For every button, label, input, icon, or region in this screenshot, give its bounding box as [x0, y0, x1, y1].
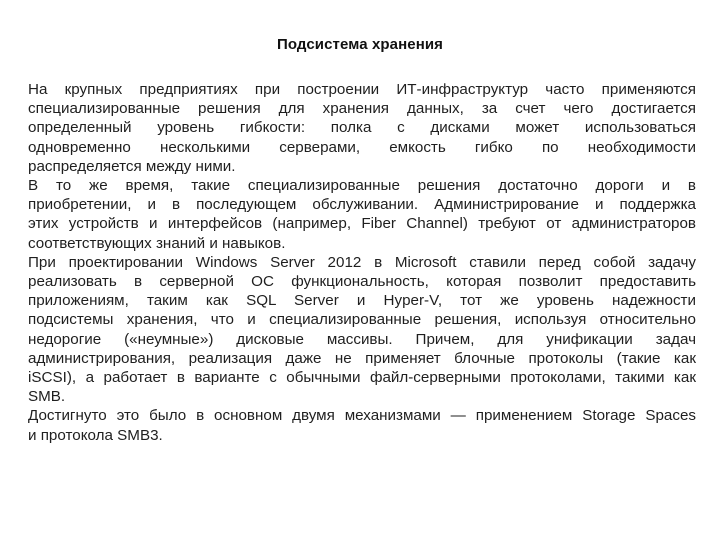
text-line: приложениям, таким как SQL Server и Hyper-V, тот же уровень надежности	[28, 292, 696, 310]
text-line: одновременно несколькими серверами, емкость гибко по необходимости	[28, 138, 696, 156]
text-line: Достигнуто это было в основном двумя механизмами — применением Storage Spaces	[28, 407, 696, 425]
text-line: соответствующих знаний и навыков.	[28, 234, 286, 252]
text-line: реализовать в серверной ОС функциональность, которая позволит предоставить	[28, 273, 696, 291]
paragraph-1	[28, 80, 696, 176]
paragraph-4	[28, 406, 696, 444]
text-line: и протокола SMB3.	[28, 426, 163, 444]
text-line: приобретении, и в последующем обслуживании. Администрирование и поддержка	[28, 196, 696, 214]
text-line: SMB.	[28, 388, 66, 406]
page-title: Подсистема хранения	[276, 36, 444, 53]
body-text	[28, 80, 696, 445]
text-line: В то же время, такие специализированные решения достаточно дороги и в	[28, 177, 696, 195]
text-line: iSCSI), а работает в варианте с обычными файл-серверными протоколами, такими как	[28, 369, 696, 387]
text-line: При проектировании Windows Server 2012 в Microsoft ставили перед собой задачу	[28, 253, 696, 271]
text-line: недорогие («неумные») дисковые массивы. Причем, для унификации задач	[28, 330, 696, 348]
text-line: специализированные решения для хранения данных, за счет чего достигается	[28, 100, 696, 118]
text-line: этих устройств и интерфейсов (например, Fiber Channel) требуют от администраторов	[28, 215, 696, 233]
text-line: определенный уровень гибкости: полка с дисками может использоваться	[28, 119, 696, 137]
text-line: распределяется между ними.	[28, 157, 236, 175]
text-line: подсистемы хранения, что и специализированные решения, используя относительно	[28, 311, 696, 329]
paragraph-2	[28, 176, 696, 253]
paragraph-3	[28, 253, 696, 407]
text-line: На крупных предприятиях при построении ИТ-инфраструктур часто применяются	[28, 81, 696, 98]
text-line: администрирования, реализация даже не применяет блочные протоколы (такие как	[28, 349, 696, 367]
